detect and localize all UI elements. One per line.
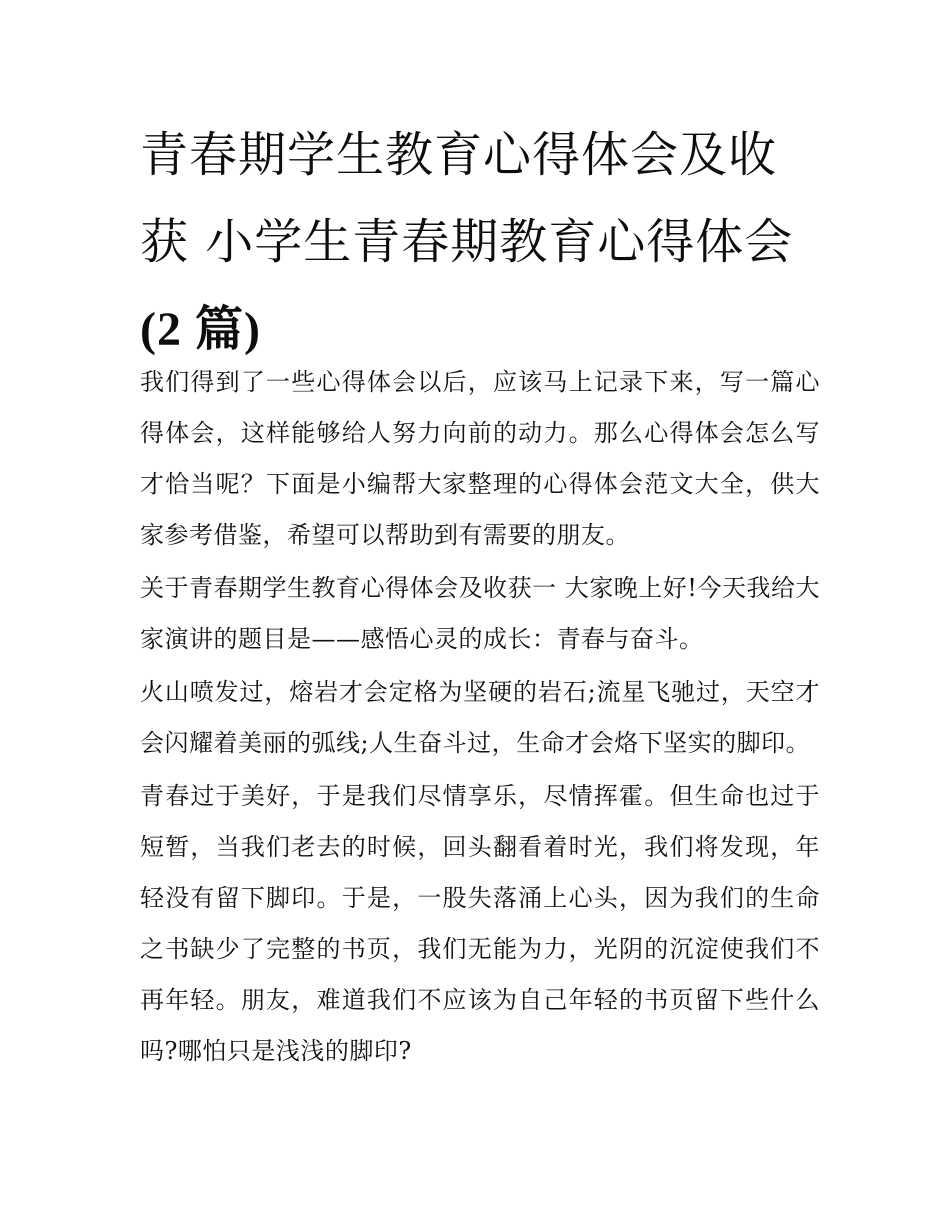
- paragraph-speech-opening: 关于青春期学生教育心得体会及收获一 大家晚上好!今天我给大家演讲的题目是——感悟心灵的成长：青春与奋斗。: [140, 574, 820, 653]
- document-body: [140, 357, 820, 1079]
- title-line-1: 青春期学生教育心得体会及收: [140, 127, 778, 183]
- paragraph-intro: 我们得到了一些心得体会以后，应该马上记录下来，写一篇心得体会，这样能够给人努力向前的动力。那么心得体会怎么写才恰当呢？下面是小编帮大家整理的心得体会范文大全，供大家参考借鉴，希望可以帮助到有需要的朋友。: [140, 368, 820, 549]
- paragraph-youth: 青春过于美好，于是我们尽情享乐，尽情挥霍。但生命也过于短暂，当我们老去的时候，回头翻看着时光，我们将发现，年轻没有留下脚印。于是，一股失落涌上心头，因为我们的生命之书缺少了完整的书页，我们无能为力，光阴的沉淀使我们不再年轻。朋友，难道我们不应该为自己年轻的书页留下些什么吗?哪怕只是浅浅的脚印?: [140, 782, 820, 1065]
- paragraph-volcano: 火山喷发过，熔岩才会定格为坚硬的岩石;流星飞驰过，天空才会闪耀着美丽的弧线;人生奋斗过，生命才会烙下坚实的脚印。: [140, 678, 820, 757]
- title-line-3: (2 篇): [140, 303, 261, 356]
- document-title: [140, 112, 820, 373]
- title-line-2: 获 小学生青春期教育心得体会: [140, 214, 794, 270]
